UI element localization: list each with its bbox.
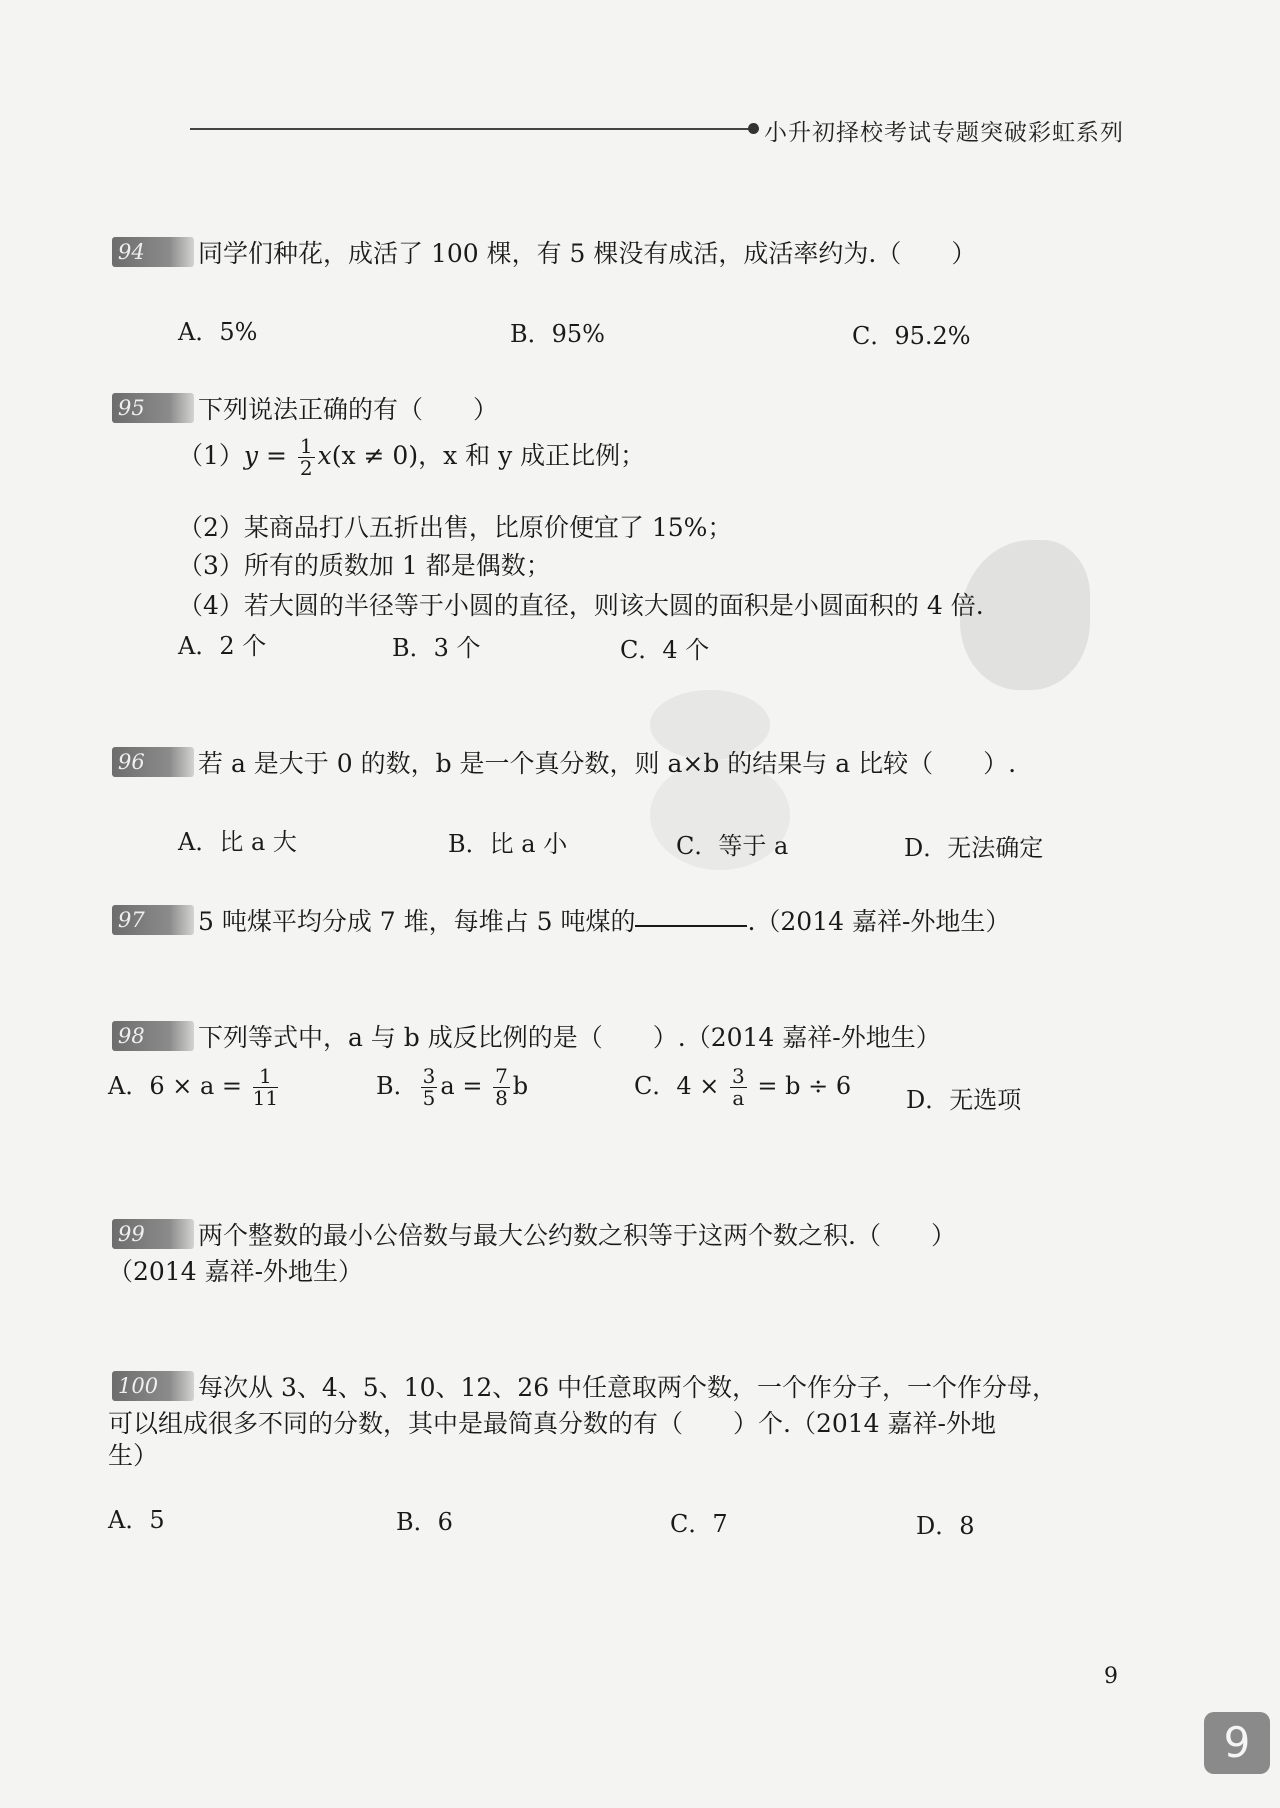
statement-1 [178,436,645,479]
question-100 [112,1368,1057,1404]
answer-blank[interactable] [635,903,747,927]
fraction [298,436,315,479]
question-98 [112,1018,941,1054]
question-number-badge: 98 [112,1021,194,1051]
question-text: 5 吨煤平均分成 7 堆，每堆占 5 吨煤的 [198,907,636,936]
option-label: C． [634,1072,677,1100]
question-97 [112,902,1010,938]
question-source: .（2014 嘉祥-外地生） [747,907,1011,936]
question-text: 两个整数的最小公倍数与最大公约数之积等于这两个数之积.（ ） [198,1221,956,1250]
question-number-badge: 96 [112,747,194,777]
question-text: 若 a 是大于 0 的数，b 是一个真分数，则 a×b 的结果与 a 比较（ ）. [198,749,1017,778]
option-c: C．4 个 [620,636,710,664]
page-number: 9 [1104,1664,1118,1689]
fraction-denominator: 11 [252,1086,279,1110]
fraction [253,1066,278,1109]
question-text-line: 可以组成很多不同的分数，其中是最简真分数的有（ ）个.（2014 嘉祥-外地 [108,1409,996,1438]
question-number-badge: 100 [112,1371,194,1401]
question-94 [112,234,976,270]
question-96 [112,744,1016,780]
math-expression: 4 × [676,1072,728,1100]
fraction-numerator: 3 [732,1064,745,1088]
statement-2: （2）某商品打八五折出售，比原价便宜了 15%； [178,513,733,542]
option-b [376,1066,528,1109]
option-c: C．95.2% [852,322,971,350]
question-source: （2014 嘉祥-外地生） [108,1257,364,1286]
question-text: 每次从 3、4、5、10、12、26 中任意取两个数，一个作分子，一个作分母， [198,1373,1058,1402]
fraction [421,1066,438,1109]
question-text: 同学们种花，成活了 100 棵，有 5 棵没有成活，成活率约为.（ ） [198,239,977,268]
option-label: A． [108,1072,150,1100]
fraction-numerator: 7 [495,1064,508,1088]
fraction-denominator: 8 [495,1086,508,1110]
question-number-badge: 94 [112,237,194,267]
question-text: 下列说法正确的有（ ） [198,395,499,424]
question-number-badge: 97 [112,905,194,935]
option-a: A．5 [108,1506,165,1534]
option-a [108,1066,281,1109]
math-expression: a = [440,1072,491,1100]
header-title: 小升初择校考试专题突破彩虹系列 [764,120,1124,146]
header-bullet [748,123,759,134]
fraction-denominator: 5 [422,1086,436,1110]
fraction-numerator: 3 [422,1064,436,1088]
option-d: D．无法确定 [904,834,1044,862]
fraction [730,1066,747,1109]
fraction-numerator: 1 [253,1066,278,1088]
option-b: B．95% [510,320,605,348]
question-number-badge: 95 [112,393,194,423]
option-b: B．比 a 小 [448,830,568,858]
fraction-denominator: 2 [299,456,313,480]
option-a: A．比 a 大 [178,828,297,856]
option-a: A．2 个 [178,632,267,660]
header-rule [190,128,752,130]
page-tab: 9 [1204,1712,1270,1774]
math-var: y [243,441,259,470]
math-var: b [512,1072,529,1100]
option-c: C．等于 a [676,832,789,860]
option-label: B． [376,1072,418,1100]
question-95 [112,390,498,426]
question-99 [112,1216,956,1252]
math-condition: (x ≠ 0) [331,441,419,470]
option-b: B．3 个 [392,634,481,662]
fraction-numerator: 1 [299,434,313,458]
math-expression: 6 × a = [149,1072,250,1100]
option-c: C．7 [670,1510,728,1538]
math-op: = [258,441,295,470]
option-d: D．无选项 [906,1086,1022,1114]
option-a: A．5% [178,318,258,346]
statement-label: （1） [178,441,244,470]
question-text-line: 生） [108,1441,159,1470]
question-number-badge: 99 [112,1219,194,1249]
option-b: B．6 [396,1508,453,1536]
math-expression: = b ÷ 6 [749,1072,852,1100]
statement-4: （4）若大圆的半径等于小圆的直径，则该大圆的面积是小圆面积的 4 倍. [178,591,984,620]
math-var: x [317,441,332,470]
statement-3: （3）所有的质数加 1 都是偶数； [178,551,551,580]
fraction-denominator: a [732,1086,745,1110]
question-text: 下列等式中，a 与 b 成反比例的是（ ）.（2014 嘉祥-外地生） [198,1023,941,1052]
statement-text: ，x 和 y 成正比例； [418,441,646,470]
fraction [493,1066,510,1109]
option-d: D．8 [916,1512,975,1540]
option-c [634,1066,851,1109]
